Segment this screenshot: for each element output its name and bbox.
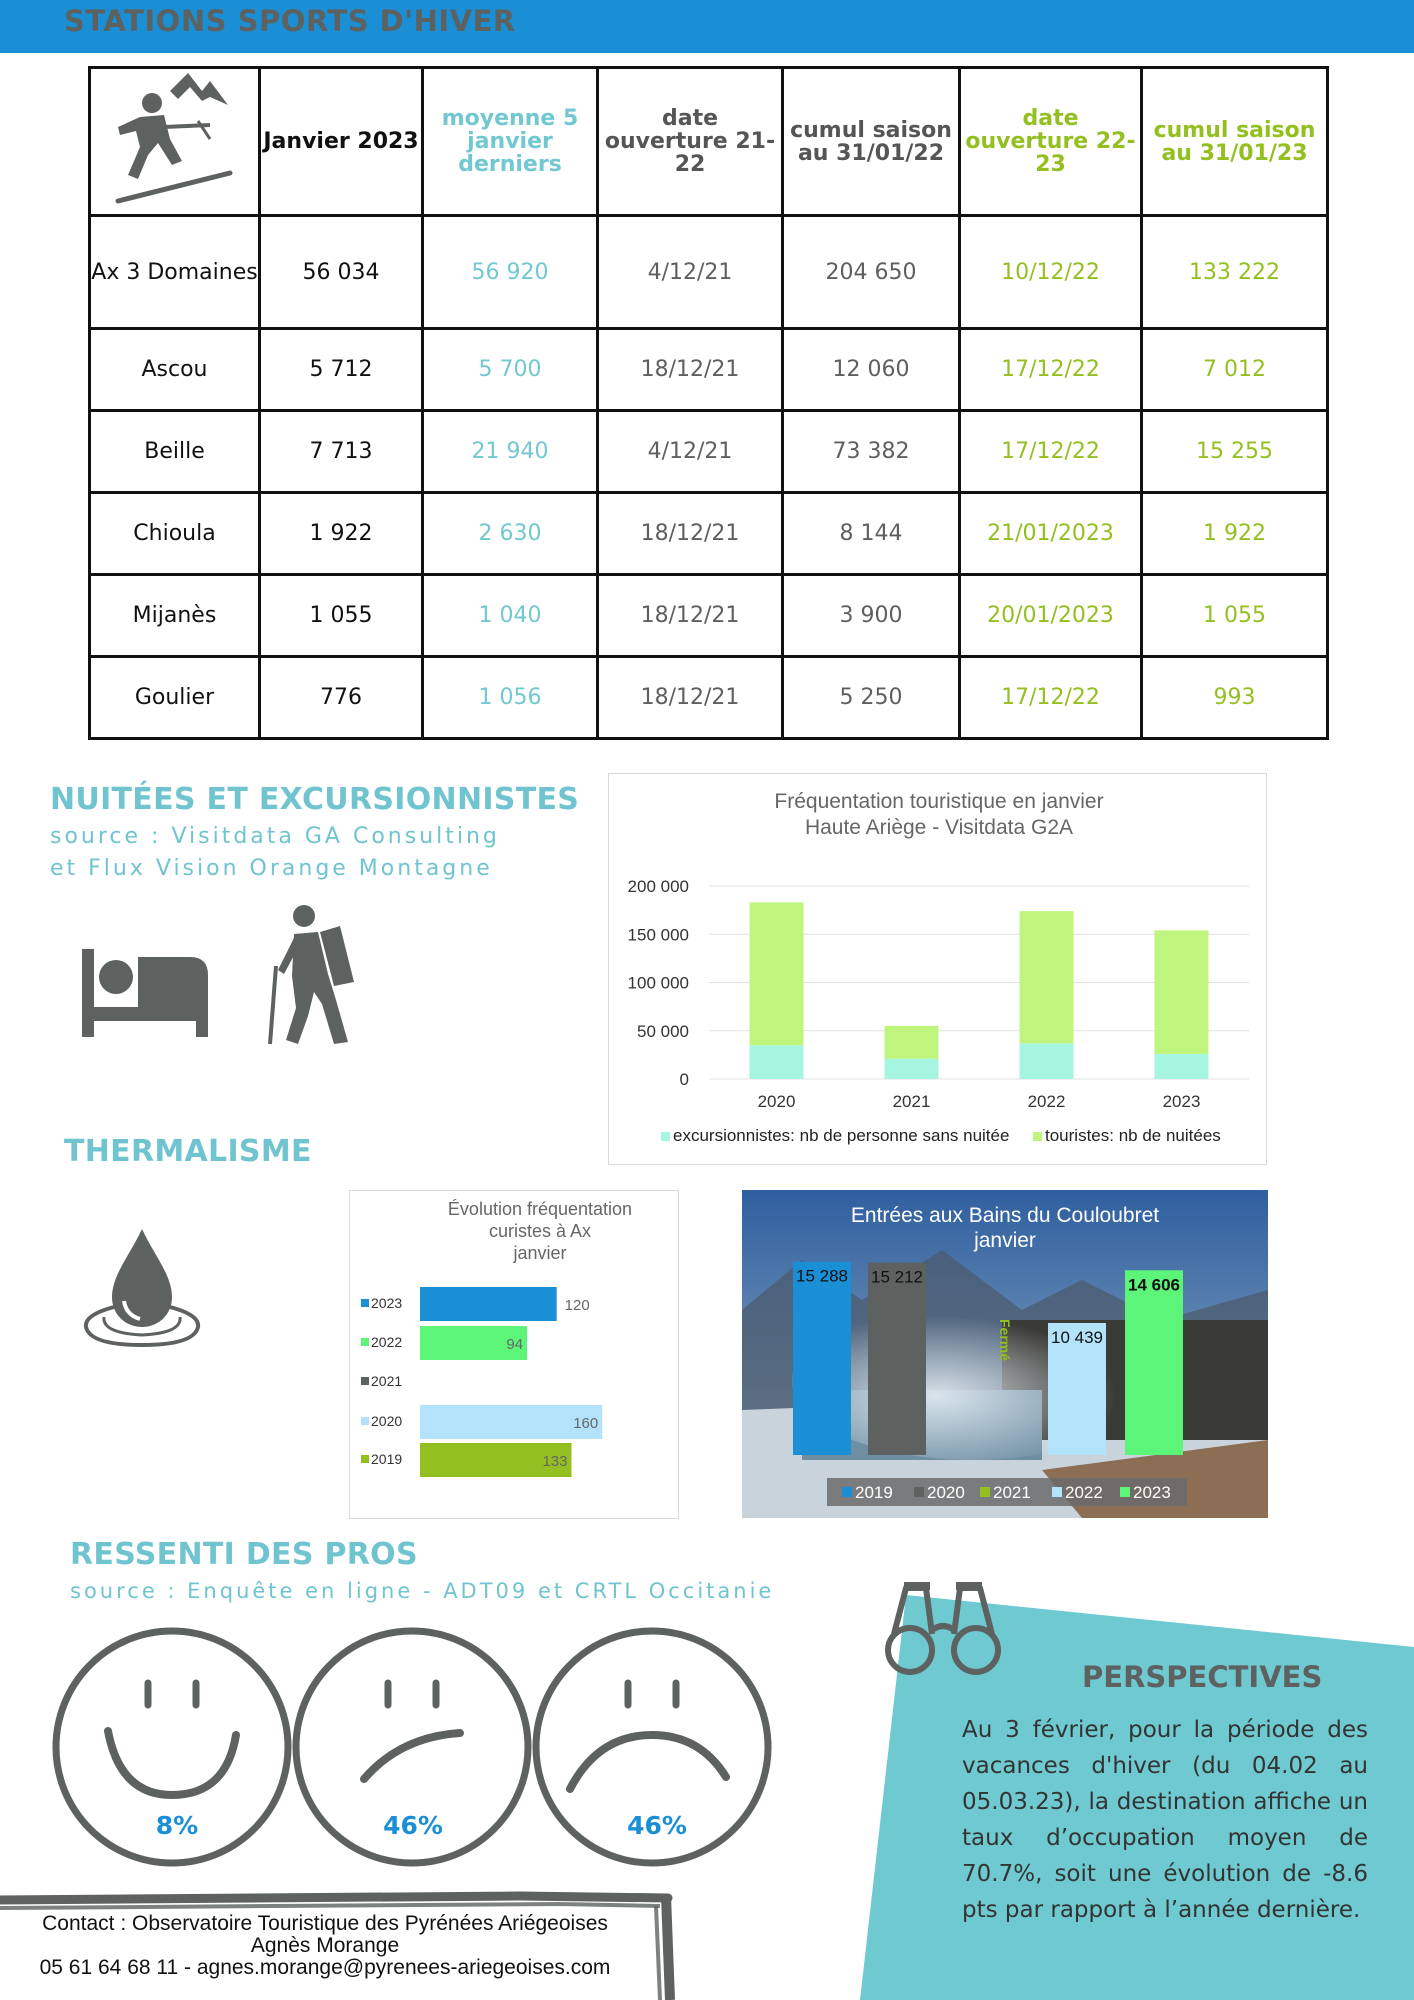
station-name: Ascou: [90, 329, 260, 411]
contact-line-2: Agnès Morange: [250, 1934, 400, 1957]
open2122-value: 18/12/21: [598, 493, 783, 575]
open2223-value: 20/01/2023: [960, 575, 1142, 657]
legend-touristes: touristes: nb de nuitées: [1045, 1126, 1221, 1145]
bar-label-2022: 10 439: [1051, 1327, 1103, 1347]
category-label-2023: 2023: [371, 1295, 403, 1311]
cum2223-value: 133 222: [1142, 216, 1328, 329]
x-tick-label: 2023: [1162, 1092, 1201, 1111]
contact-line-1: Contact : Observatoire Touristique des Pyrénées Ariégeoises: [42, 1912, 608, 1935]
bar-excursionnistes-2020: [750, 1045, 804, 1079]
happy-percentage: 8%: [155, 1811, 199, 1840]
cum2122-value: 12 060: [783, 329, 960, 411]
bar-touristes-2021: [885, 1026, 939, 1059]
bar-excursionnistes-2023: [1155, 1054, 1209, 1079]
bar-label-2019: 15 288: [796, 1266, 848, 1286]
bar-label-2020: 15 212: [871, 1267, 923, 1287]
legend-swatch-2019: [361, 1455, 369, 1463]
legend-swatch-2021: [980, 1487, 990, 1497]
bar-touristes-2022: [1020, 911, 1074, 1043]
bar-excursionnistes-2021: [885, 1059, 939, 1079]
tourism-chart-frame: [608, 773, 1267, 1165]
open2122-value: 4/12/21: [598, 216, 783, 329]
nuitees-title: NUITÉES ET EXCURSIONNISTES: [50, 782, 580, 817]
legend-swatch-2020: [914, 1487, 924, 1497]
nuitees-source-1: source : Visitdata GA Consulting: [50, 824, 500, 849]
station-name: Ax 3 Domaines: [90, 216, 260, 329]
legend-swatch-2019: [842, 1487, 852, 1497]
bar-label-2020: 160: [573, 1415, 599, 1432]
category-label-2022: 2022: [371, 1334, 403, 1350]
avg5-value: 2 630: [423, 493, 598, 575]
legend-swatch-2023: [1120, 1487, 1130, 1497]
header-jan2023: Janvier 2023: [260, 68, 423, 216]
y-tick-label: 150 000: [627, 925, 689, 945]
header-open2223: date ouverture 22-23: [960, 68, 1142, 216]
legend-label-2019: 2019: [855, 1483, 893, 1502]
legend-swatch-2023: [361, 1299, 369, 1307]
jan2023-value: 776: [260, 657, 423, 739]
jan2023-value: 7 713: [260, 411, 423, 493]
contact-line-3: 05 61 64 68 11 - agnes.morange@pyrenees-ariegeoises.com: [39, 1956, 611, 1979]
skier-icon: [110, 69, 240, 209]
bains-chart: [742, 1190, 1268, 1518]
open2122-value: 4/12/21: [598, 411, 783, 493]
cum2122-value: 8 144: [783, 493, 960, 575]
cum2122-value: 73 382: [783, 411, 960, 493]
cum2223-value: 1 922: [1142, 493, 1328, 575]
open2122-value: 18/12/21: [598, 329, 783, 411]
header-cum2122: cumul saison au 31/01/22: [783, 68, 960, 216]
legend-label-2021: 2021: [993, 1483, 1031, 1502]
curistes-title-3: janvier: [513, 1243, 567, 1263]
y-tick-label: 0: [679, 1070, 689, 1089]
cum2223-value: 7 012: [1142, 329, 1328, 411]
open2223-value: 17/12/22: [960, 329, 1142, 411]
skier-icon-cell: [90, 68, 260, 216]
tourism-chart: [609, 774, 1265, 1163]
perspectives-title: PERSPECTIVES: [1082, 1660, 1323, 1694]
legend-excursionnistes: excursionnistes: nb de personne sans nuitée: [673, 1126, 1010, 1145]
legend-swatch-2020: [361, 1417, 369, 1425]
open2122-value: 18/12/21: [598, 575, 783, 657]
jan2023-value: 5 712: [260, 329, 423, 411]
cum2223-value: 15 255: [1142, 411, 1328, 493]
bar-label-2019: 133: [542, 1453, 568, 1470]
curistes-chart-frame: [349, 1190, 679, 1519]
legend-label-2023: 2023: [1133, 1483, 1171, 1502]
table-row: [90, 216, 1328, 329]
station-name: Goulier: [90, 657, 260, 739]
x-tick-label: 2020: [757, 1092, 796, 1111]
ressenti-source: source : Enquête en ligne - ADT09 et CRTL Occitanie: [70, 1579, 775, 1603]
bains-chart-frame: [742, 1190, 1268, 1518]
table-row: [90, 575, 1328, 657]
bed-icon: [80, 945, 210, 1040]
jan2023-value: 56 034: [260, 216, 423, 329]
open2223-value: 17/12/22: [960, 411, 1142, 493]
avg5-value: 1 040: [423, 575, 598, 657]
open2223-value: 10/12/22: [960, 216, 1142, 329]
bar-2023: [1125, 1270, 1183, 1455]
sad-percentage: 46%: [627, 1811, 687, 1840]
bains-closed-label: Fermé: [997, 1318, 1013, 1362]
bar-2023: [420, 1287, 557, 1321]
legend-swatch-excursionnistes: [661, 1132, 670, 1141]
cum2122-value: 5 250: [783, 657, 960, 739]
x-tick-label: 2022: [1027, 1092, 1066, 1111]
page-title: STATIONS SPORTS D'HIVER: [64, 4, 516, 38]
thermalisme-title: THERMALISME: [64, 1134, 312, 1169]
header-cum2223: cumul saison au 31/01/23: [1142, 68, 1328, 216]
table-header-row: [90, 68, 1328, 216]
avg5-value: 56 920: [423, 216, 598, 329]
category-label-2019: 2019: [371, 1451, 403, 1467]
table-row: [90, 329, 1328, 411]
jan2023-value: 1 922: [260, 493, 423, 575]
cum2223-value: 993: [1142, 657, 1328, 739]
bar-touristes-2020: [750, 902, 804, 1045]
y-tick-label: 50 000: [637, 1021, 689, 1041]
y-tick-label: 100 000: [627, 973, 689, 993]
contact-block: [0, 1913, 650, 1979]
avg5-value: 1 056: [423, 657, 598, 739]
bains-title-2: janvier: [974, 1229, 1036, 1252]
curistes-title-1: Évolution fréquentation: [447, 1199, 633, 1219]
header-avg5: moyenne 5 janvier derniers: [423, 68, 598, 216]
category-label-2020: 2020: [371, 1413, 403, 1429]
legend-swatch-2021: [361, 1377, 369, 1385]
table-row: [90, 493, 1328, 575]
legend-swatch-touristes: [1033, 1132, 1042, 1141]
legend-label-2020: 2020: [927, 1483, 965, 1502]
open2223-value: 17/12/22: [960, 657, 1142, 739]
perspectives-text: Au 3 février, pour la période des vacances d'hiver (du 04.02 au 05.03.23), la destination affiche un taux d’occupation moyen de 70.7%, soit une évolution de -8.6 pts par rapport à l’année dernière.: [962, 1717, 1368, 1923]
bar-label-2023: 120: [564, 1297, 590, 1314]
cum2122-value: 204 650: [783, 216, 960, 329]
ski-stations-table: [88, 66, 1329, 740]
table-row: [90, 411, 1328, 493]
bar-2019: [793, 1262, 851, 1455]
cum2122-value: 3 900: [783, 575, 960, 657]
open2223-value: 21/01/2023: [960, 493, 1142, 575]
water-drop-icon: [80, 1225, 205, 1350]
tourism-chart-title-2: Haute Ariège - Visitdata G2A: [804, 816, 1074, 839]
station-name: Beille: [90, 411, 260, 493]
bar-2020: [868, 1263, 926, 1455]
avg5-value: 5 700: [423, 329, 598, 411]
header-open2122: date ouverture 21-22: [598, 68, 783, 216]
y-tick-label: 200 000: [627, 877, 689, 896]
x-tick-label: 2021: [892, 1092, 931, 1111]
jan2023-value: 1 055: [260, 575, 423, 657]
bar-label-2022: 94: [506, 1336, 524, 1353]
table-row: [90, 657, 1328, 739]
ressenti-title: RESSENTI DES PROS: [70, 1537, 418, 1572]
curistes-chart: [350, 1191, 677, 1517]
category-label-2021: 2021: [371, 1373, 403, 1389]
station-name: Mijanès: [90, 575, 260, 657]
bains-title-1: Entrées aux Bains du Couloubret: [850, 1204, 1160, 1227]
station-name: Chioula: [90, 493, 260, 575]
avg5-value: 21 940: [423, 411, 598, 493]
legend-swatch-2022: [361, 1338, 369, 1346]
bar-label-2023: 14 606: [1128, 1275, 1180, 1295]
cum2223-value: 1 055: [1142, 575, 1328, 657]
neutral-percentage: 46%: [383, 1811, 443, 1840]
tourism-chart-title-1: Fréquentation touristique en janvier: [774, 790, 1104, 813]
open2122-value: 18/12/21: [598, 657, 783, 739]
hiker-icon: [268, 904, 363, 1046]
binoculars-icon: [882, 1578, 1004, 1678]
legend-swatch-2022: [1052, 1487, 1062, 1497]
legend-label-2022: 2022: [1065, 1483, 1103, 1502]
curistes-title-2: curistes à Ax: [488, 1221, 592, 1241]
bar-excursionnistes-2022: [1020, 1043, 1074, 1079]
bar-touristes-2023: [1155, 930, 1209, 1054]
nuitees-source-2: et Flux Vision Orange Montagne: [50, 856, 493, 881]
